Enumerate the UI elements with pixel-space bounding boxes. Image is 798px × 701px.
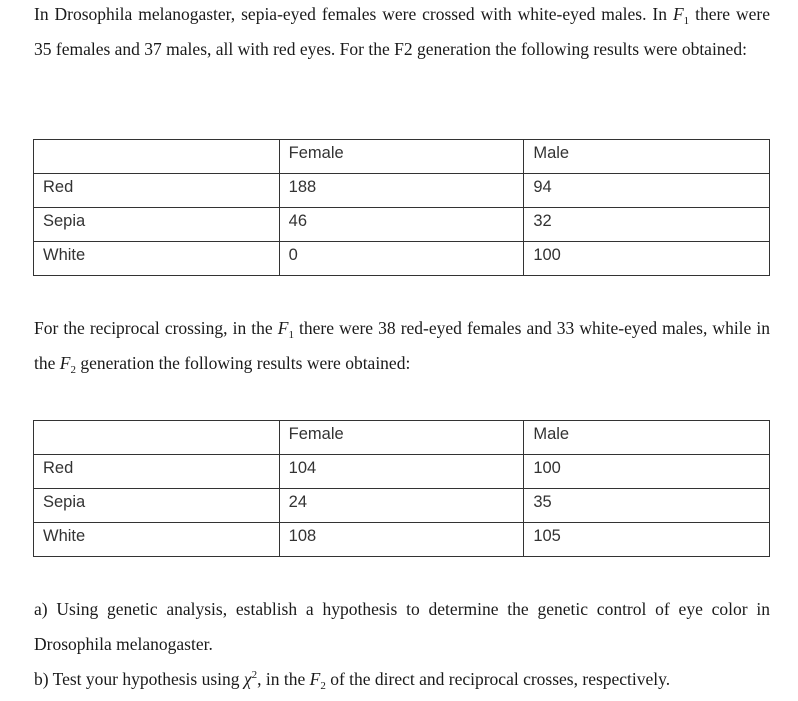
table-row <box>34 208 770 242</box>
f1-symbol: F <box>672 4 684 24</box>
row-label: Sepia <box>34 208 280 242</box>
direct-cross-table <box>33 139 770 276</box>
reciprocal-cross-table <box>33 420 770 557</box>
table-row <box>34 489 770 523</box>
f1-subscript: 1 <box>288 329 294 341</box>
f1-symbol: F <box>277 318 289 338</box>
table-header-row <box>34 140 770 174</box>
reciprocal-paragraph <box>34 311 770 381</box>
table-header-cell: Male <box>524 140 770 174</box>
intro-text-2: there were 35 females and 37 males, all with red eyes. For the F2 generation the following results were obtained: <box>34 4 771 59</box>
f2-subscript: 2 <box>320 680 326 692</box>
female-count: 108 <box>279 523 524 557</box>
table-header-cell: Female <box>279 421 524 455</box>
male-count: 105 <box>524 523 770 557</box>
table-header-cell: Male <box>524 421 770 455</box>
f2-subscript: 2 <box>70 364 76 376</box>
question-b-text-2: , in the <box>257 669 310 689</box>
female-count: 104 <box>279 455 524 489</box>
question-b-text-3: of the direct and reciprocal crosses, respectively. <box>325 669 671 689</box>
female-count: 24 <box>279 489 524 523</box>
table-header-cell <box>34 421 280 455</box>
female-count: 188 <box>279 174 524 208</box>
chi-symbol: χ <box>243 669 252 689</box>
reciprocal-text-1: For the reciprocal crossing, in the <box>34 318 278 338</box>
female-count: 46 <box>279 208 524 242</box>
table-row <box>34 174 770 208</box>
question-a: a) Using genetic analysis, establish a hypothesis to determine the genetic control of eye color in Drosophila melanogaster. <box>34 599 770 654</box>
row-label: White <box>34 523 280 557</box>
table-header-cell <box>34 140 280 174</box>
row-label: Red <box>34 174 280 208</box>
table-row <box>34 455 770 489</box>
male-count: 100 <box>524 242 770 276</box>
table-header-cell: Female <box>279 140 524 174</box>
chi-superscript: 2 <box>251 669 258 681</box>
question-b-text-1: b) Test your hypothesis using <box>34 669 244 689</box>
table-header-row <box>34 421 770 455</box>
questions-block <box>34 592 770 697</box>
table-row <box>34 523 770 557</box>
f2-symbol: F <box>59 353 71 373</box>
row-label: Sepia <box>34 489 280 523</box>
question-b <box>34 662 770 697</box>
reciprocal-text-2: there were 38 red-eyed females and 33 white-eyed males, while in the <box>34 318 770 373</box>
intro-paragraph <box>34 0 770 67</box>
male-count: 94 <box>524 174 770 208</box>
male-count: 35 <box>524 489 770 523</box>
intro-text-1: In Drosophila melanogaster, sepia-eyed females were crossed with white-eyed males. In <box>34 4 673 24</box>
female-count: 0 <box>279 242 524 276</box>
f2-symbol: F <box>309 669 321 689</box>
reciprocal-text-3: generation the following results were obtained: <box>75 353 411 373</box>
row-label: Red <box>34 455 280 489</box>
male-count: 32 <box>524 208 770 242</box>
table-row <box>34 242 770 276</box>
f1-subscript: 1 <box>683 15 690 27</box>
row-label: White <box>34 242 280 276</box>
male-count: 100 <box>524 455 770 489</box>
